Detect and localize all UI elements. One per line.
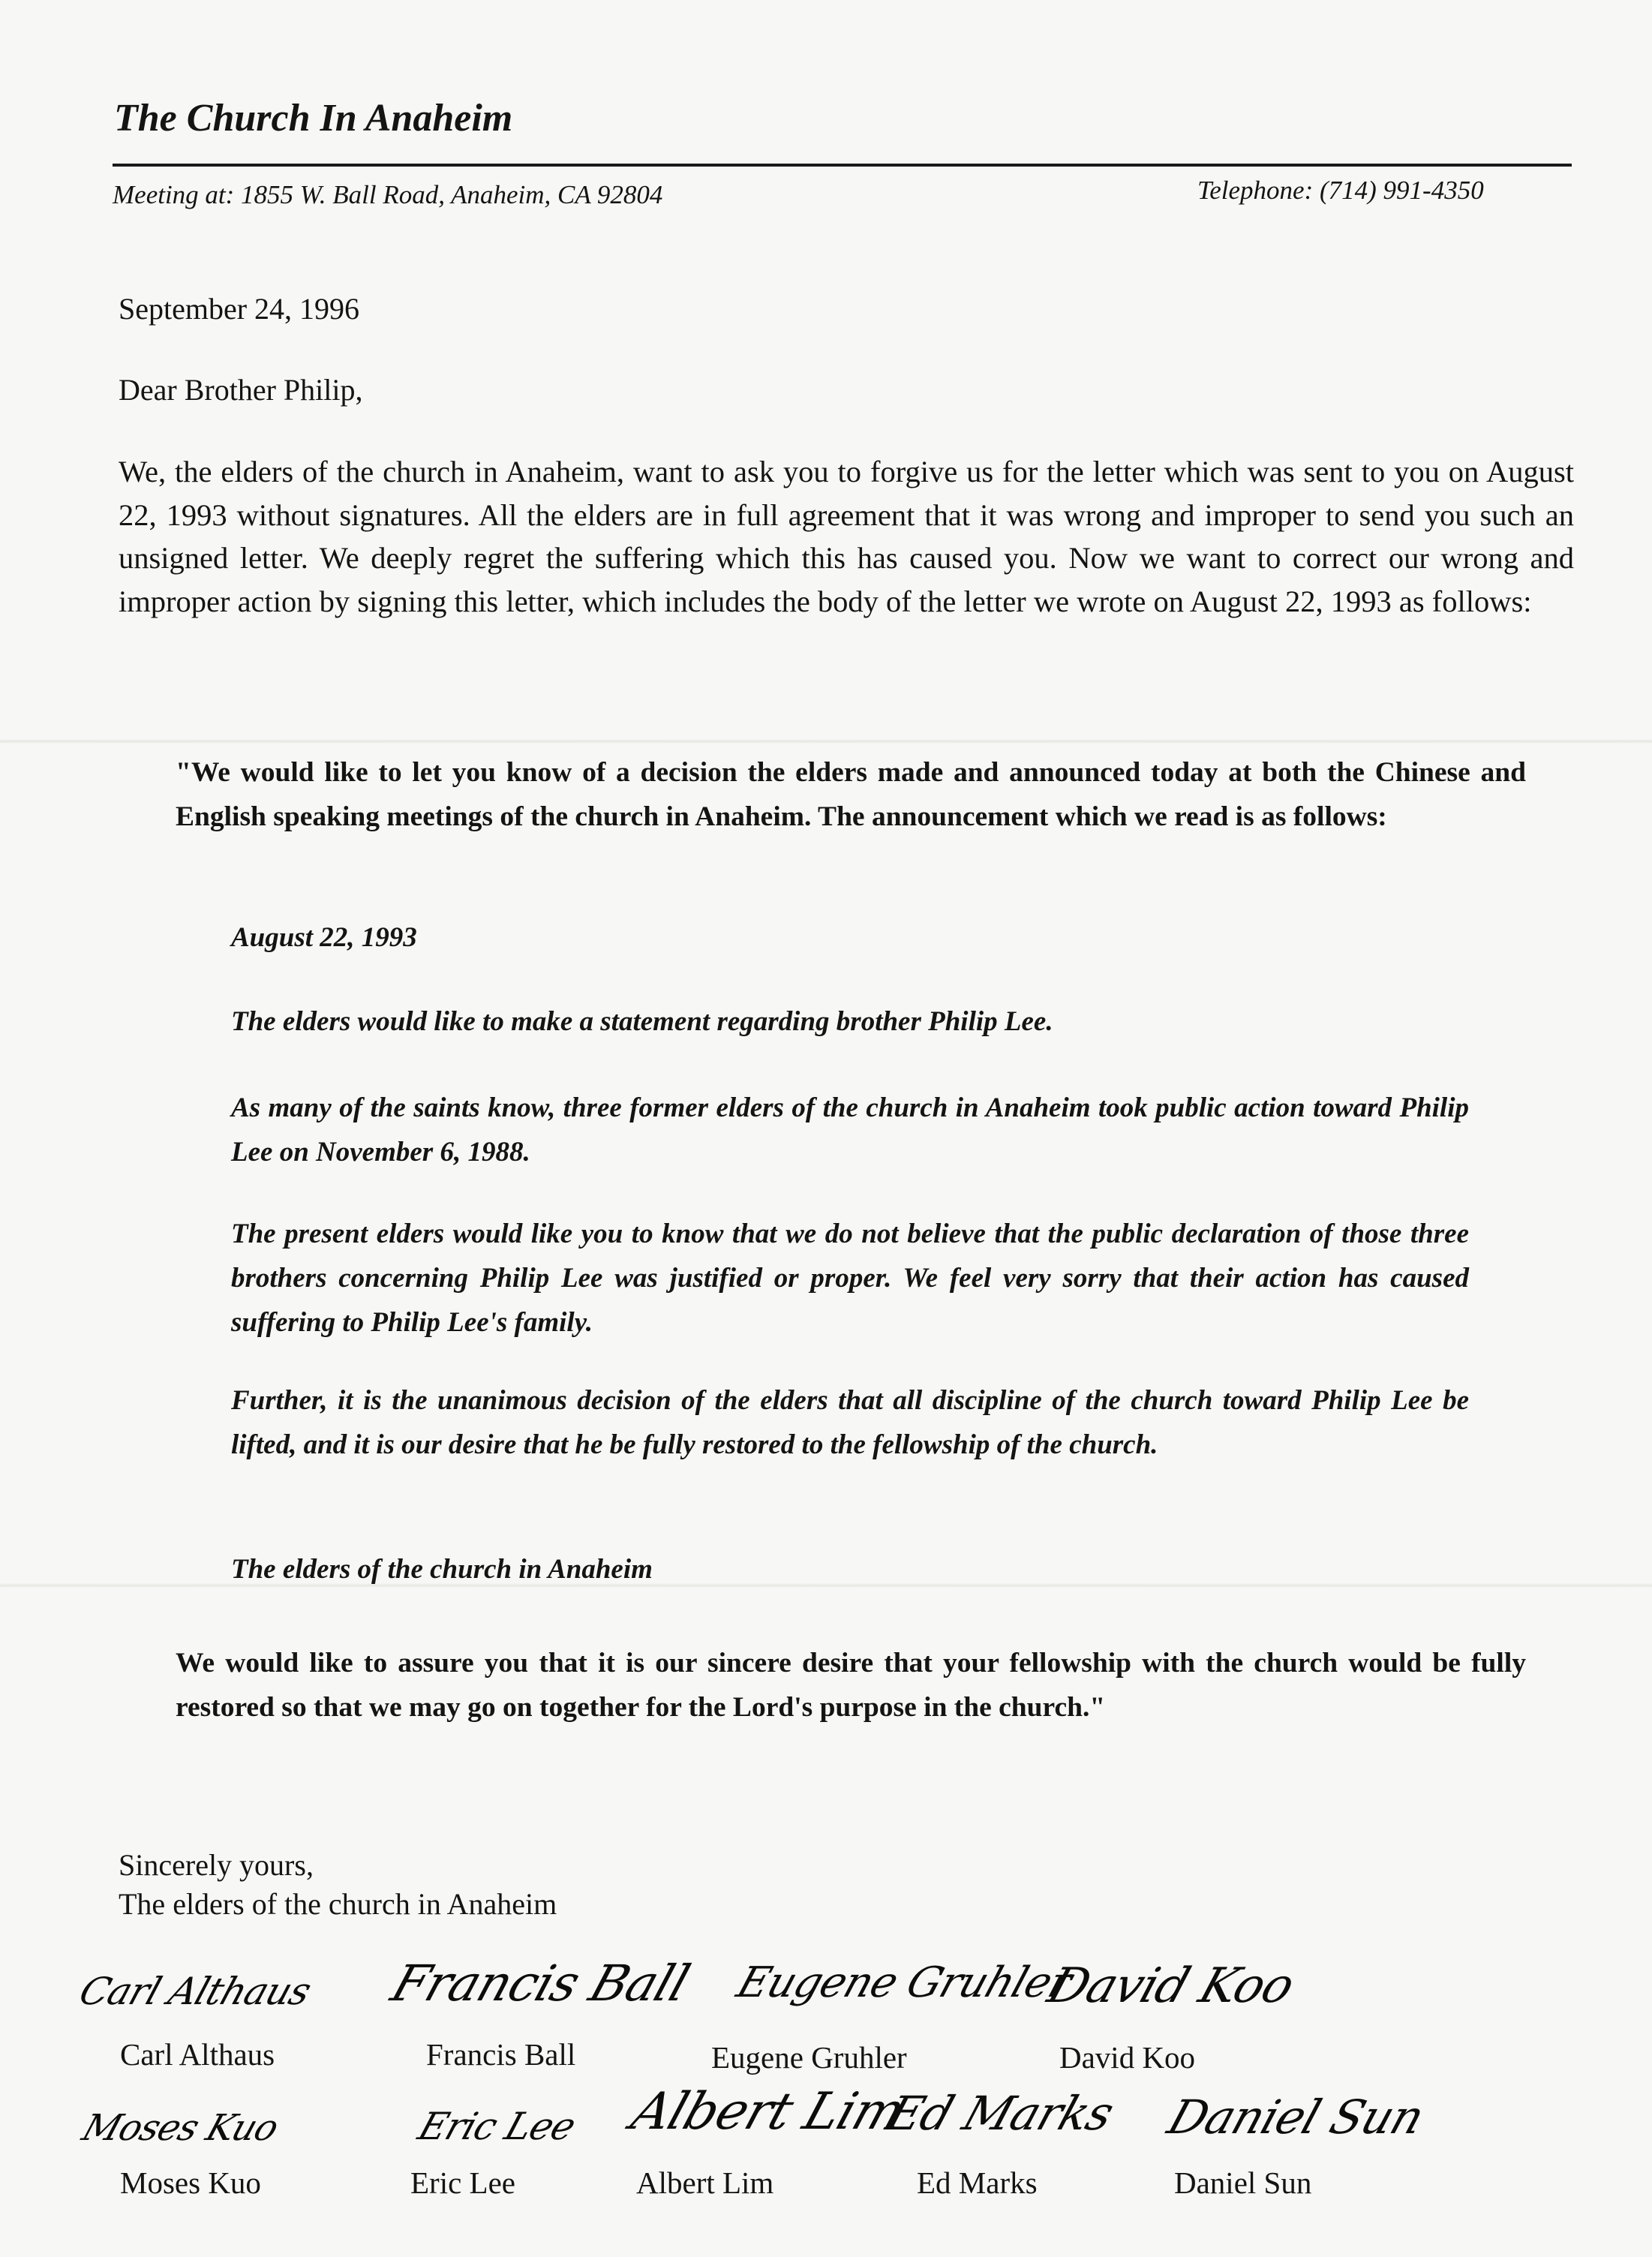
announcement-signoff: The elders of the church in Anaheim — [231, 1554, 653, 1585]
telephone: Telephone: (714) 991-4350 — [1197, 176, 1484, 205]
announcement-paragraph-2: The present elders would like you to know that we do not believe that the public declaration of those three brothers concerning Philip Lee was justified or proper. We feel very sorry that their action has caused suffering to Philip Lee's family. — [231, 1219, 1469, 1338]
closing — [119, 1846, 557, 1924]
closing-from: The elders of the church in Anaheim — [119, 1887, 557, 1921]
salutation: Dear Brother Philip, — [119, 373, 363, 407]
letterhead-title: The Church In Anaheim — [114, 97, 513, 140]
signature: Eugene Gruhler — [731, 1958, 1077, 2007]
announcement-line: The elders would like to make a statement regarding brother Philip Lee. — [231, 1006, 1053, 1037]
letter-date: September 24, 1996 — [119, 292, 360, 326]
signatory-name: Albert Lim — [636, 2165, 774, 2200]
signatory-name: Eric Lee — [410, 2165, 515, 2200]
signature: David Koo — [1041, 1958, 1301, 2014]
body-paragraph: We, the elders of the church in Anaheim, want to ask you to forgive us for the letter which was sent to you on August 22, 1993 without signatures. All the elders are in full agreement that it was wrong and improper to send you such an unsigned letter. We deeply regret the suffering which this has caused you. Now we want to correct our wrong and improper action by signing this letter, which includes the body of the letter we wrote on August 22, 1993 as follows: — [119, 455, 1574, 618]
signature: Moses Kuo — [77, 2107, 284, 2149]
quote-intro: "We would like to let you know of a decision the elders made and announced today at both the Chinese and English speaking meetings of the church in Anaheim. The announcement which we read is as follows: — [176, 757, 1526, 832]
announcement-paragraph-1: As many of the saints know, three former elders of the church in Anaheim took public action toward Philip Lee on November 6, 1988. — [231, 1092, 1469, 1168]
signature: Daniel Sun — [1161, 2090, 1431, 2144]
signatory-name: Daniel Sun — [1174, 2165, 1312, 2200]
letterhead-rule — [113, 164, 1572, 167]
meeting-address: Meeting at: 1855 W. Ball Road, Anaheim, CA 92804 — [113, 180, 663, 209]
signatory-name: David Koo — [1059, 2040, 1196, 2075]
quote-closing: We would like to assure you that it is our sincere desire that your fellowship with the church would be fully restored so that we may go on together for the Lord's purpose in the church." — [176, 1648, 1526, 1723]
signature: Carl Althaus — [74, 1970, 317, 2013]
signature: Ed Marks — [880, 2086, 1121, 2141]
closing-line: Sincerely yours, — [119, 1848, 314, 1882]
signatory-name: Ed Marks — [917, 2165, 1038, 2200]
signatory-name: Francis Ball — [426, 2037, 576, 2072]
signatory-name: Carl Althaus — [120, 2037, 275, 2072]
signature: Eric Lee — [413, 2105, 581, 2148]
announcement-paragraph-3: Further, it is the unanimous decision of the elders that all discipline of the church toward Philip Lee be lifted, and it is our desire that he be fully restored to the fellowship of the church. — [231, 1385, 1469, 1460]
signatory-name: Eugene Gruhler — [711, 2040, 907, 2075]
signature: Francis Ball — [384, 1955, 696, 2012]
signatory-name: Moses Kuo — [120, 2165, 261, 2200]
announcement-date: August 22, 1993 — [231, 922, 417, 953]
signature: Albert Lim — [624, 2082, 912, 2141]
